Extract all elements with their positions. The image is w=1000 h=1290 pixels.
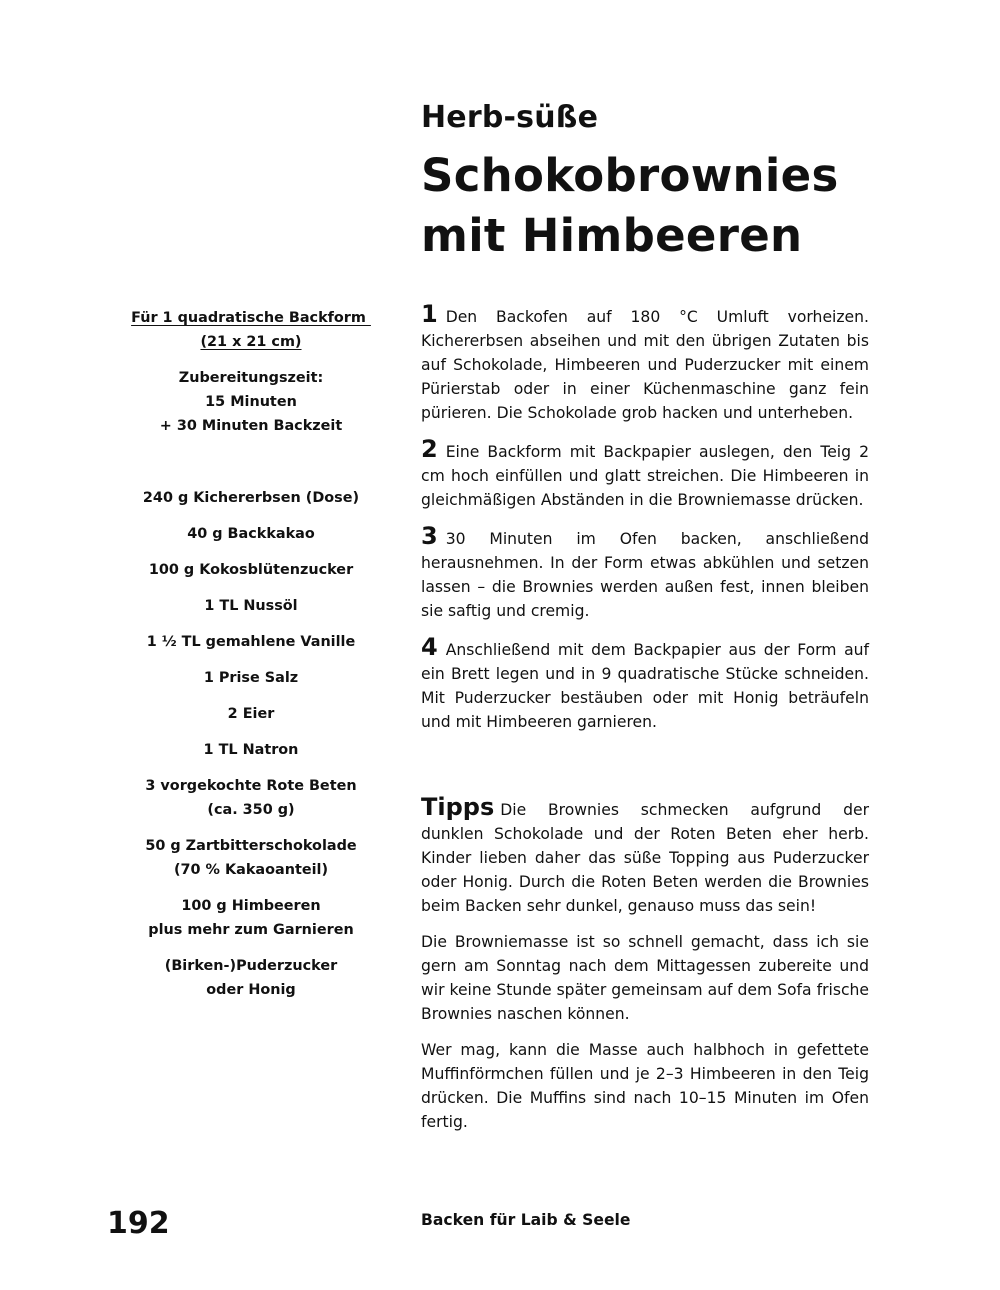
tips-paragraph-3: Wer mag, kann die Masse auch halbhoch in gefettete Muffinförmchen füllen und je 2–3 Himbeeren in den Teig drücken. Die Muffins sind nach 10–15 Minuten im Ofen fertig. xyxy=(421,1041,869,1131)
step-number: 1 xyxy=(421,300,438,328)
step-item xyxy=(421,437,869,512)
ingredient-item xyxy=(120,522,382,546)
step-text: 30 Minuten im Ofen backen, anschließend herausnehmen. In der Form etwas abkühlen und setzen lassen – die Brownies werden außen fest, innen bleiben sie saftig und cremig. xyxy=(421,530,869,620)
prep-time-info xyxy=(120,366,382,438)
prep-time-label: Zubereitungszeit: xyxy=(178,370,324,386)
ingredient-text: 2 Eier xyxy=(227,706,275,722)
step-text: Anschließend mit dem Backpapier aus der Form auf ein Brett legen und in 9 quadratische Stücke schneiden. Mit Puderzucker bestäuben oder mit Honig beträufeln und mit Himbeeren garnieren. xyxy=(421,641,869,731)
step-number: 3 xyxy=(421,522,438,550)
ingredient-item xyxy=(120,630,382,654)
ingredient-text: (70 % Kakaoanteil) xyxy=(173,862,329,878)
ingredient-text: (Birken-)Puderzucker xyxy=(164,958,338,974)
preparation-steps xyxy=(421,302,869,746)
ingredient-item xyxy=(120,738,382,762)
ingredient-text: 100 g Himbeeren xyxy=(181,898,321,914)
ingredient-text: 1 ½ TL gemahlene Vanille xyxy=(146,634,356,650)
baking-form-info xyxy=(120,306,382,354)
ingredient-item xyxy=(120,834,382,882)
ingredient-text: oder Honig xyxy=(206,982,296,998)
step-item xyxy=(421,524,869,623)
tips-section xyxy=(421,795,869,1146)
prep-time-line-2: + 30 Minuten Backzeit xyxy=(159,418,343,434)
prep-time-line-1: 15 Minuten xyxy=(205,394,297,410)
ingredient-list xyxy=(120,486,382,1002)
ingredient-text: 240 g Kichererbsen (Dose) xyxy=(142,490,360,506)
recipe-title-block xyxy=(421,98,941,266)
recipe-title-line-1: Schokobrownies xyxy=(421,149,839,202)
tips-paragraph-2: Die Browniemasse ist so schnell gemacht, dass ich sie gern am Sonntag nach dem Mittagessen zubereite und wir keine Stunde später gemeinsam auf dem Sofa frische Brownies naschen können. xyxy=(421,933,869,1023)
recipe-title xyxy=(421,146,941,266)
ingredient-text: 1 TL Natron xyxy=(203,742,299,758)
ingredient-text: 1 TL Nussöl xyxy=(204,598,298,614)
recipe-subtitle: Herb-süße xyxy=(421,100,599,135)
baking-form-line-2: (21 x 21 cm) xyxy=(200,334,302,350)
ingredient-item xyxy=(120,594,382,618)
tips-paragraph-1 xyxy=(421,795,869,918)
book-title: Backen für Laib & Seele xyxy=(421,1211,631,1229)
ingredient-text: 100 g Kokosblütenzucker xyxy=(148,562,354,578)
ingredient-text: 3 vorgekochte Rote Beten xyxy=(145,778,357,794)
step-item xyxy=(421,635,869,734)
ingredient-item xyxy=(120,558,382,582)
ingredient-item xyxy=(120,666,382,690)
ingredient-text: (ca. 350 g) xyxy=(207,802,295,818)
ingredient-text: 1 Prise Salz xyxy=(203,670,299,686)
step-item xyxy=(421,302,869,425)
ingredient-item xyxy=(120,894,382,942)
ingredient-text: 50 g Zartbitterschokolade xyxy=(145,838,357,854)
page-number: 192 xyxy=(107,1206,170,1241)
ingredient-text: plus mehr zum Garnieren xyxy=(148,922,354,938)
baking-form-line-1: Für 1 quadratische Backform xyxy=(131,310,371,326)
ingredient-text: 40 g Backkakao xyxy=(187,526,315,542)
step-text: Den Backofen auf 180 °C Umluft vorheizen. Kichererbsen abseihen und mit den übrigen Zutaten bis auf Schokolade, Himbeeren und Puderzucker mit einem Pürierstab oder in einer Küchenmaschine ganz fein pürieren. Die Schokolade grob hacken und unterheben. xyxy=(421,308,869,422)
tips-heading: Tipps xyxy=(421,793,495,821)
ingredients-sidebar xyxy=(120,306,382,1014)
recipe-title-line-2: mit Himbeeren xyxy=(421,209,803,262)
ingredient-item xyxy=(120,702,382,726)
ingredient-item xyxy=(120,774,382,822)
step-number: 4 xyxy=(421,633,438,661)
step-number: 2 xyxy=(421,435,438,463)
ingredient-item xyxy=(120,954,382,1002)
step-text: Eine Backform mit Backpapier auslegen, den Teig 2 cm hoch einfüllen und glatt streichen. Die Himbeeren in gleichmäßigen Abständen in die Browniemasse drücken. xyxy=(421,443,869,509)
ingredient-item xyxy=(120,486,382,510)
tips-text-1: Die Brownies schmecken aufgrund der dunklen Schokolade und der Roten Beten eher herb. Kinder lieben daher das süße Topping aus Puderzucker oder Honig. Durch die Roten Beten werden die Brownies beim Backen sehr dunkel, genauso muss das sein! xyxy=(421,801,869,915)
